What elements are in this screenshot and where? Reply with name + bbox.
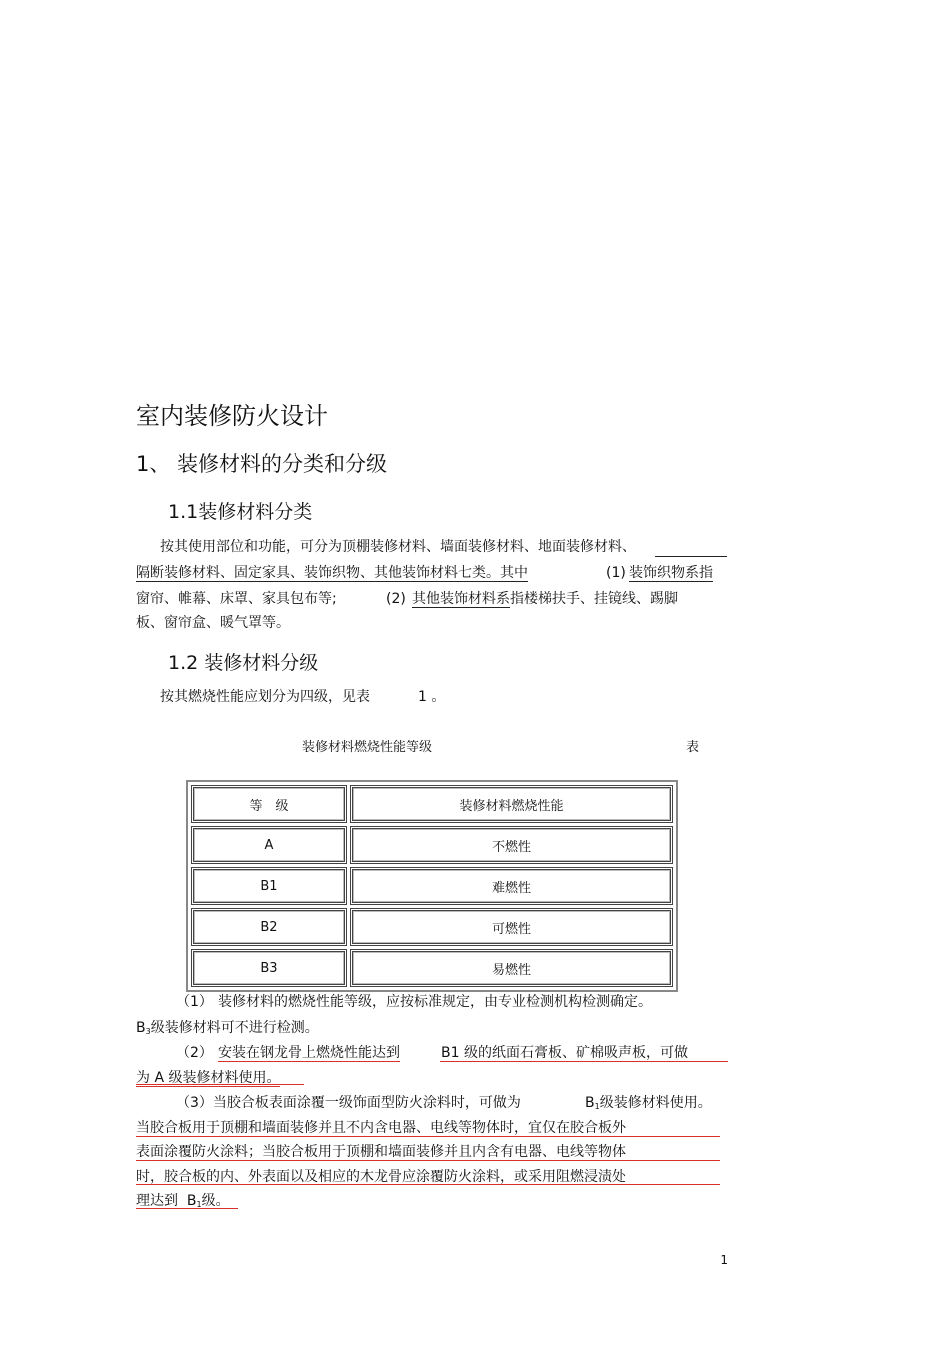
note2-line2-text: 为 A 级装修材料使用。 — [136, 1070, 281, 1086]
note1-grade-sub: 3 — [145, 1027, 151, 1036]
para1-line3-underlined: 其他装饰材料系 — [412, 591, 510, 607]
para1-line2-main: 隔断装修材料、固定家具、装饰织物、其他装饰材料七类。其中 — [136, 565, 528, 581]
note1-line2-rest: 级装修材料可不进行检测。 — [150, 1020, 319, 1036]
para1-underline-tail — [655, 556, 727, 557]
para1-line3-a: 窗帘、帷幕、床罩、家具包布等; — [136, 591, 337, 607]
note1-text: 装修材料的燃烧性能等级，应按标准规定，由专业检测机构检测确定。 — [218, 994, 652, 1010]
note2-text-b: B1 级的纸面石膏板、矿棉吸声板，可做 — [441, 1045, 688, 1061]
note3-line2-underline — [136, 1136, 720, 1137]
table-cell: B3 — [191, 949, 347, 987]
para1-line3-b — [412, 590, 678, 608]
note3-line5-grade: B — [186, 1193, 197, 1209]
note1-grade: B — [136, 1020, 146, 1036]
note2-underline — [440, 1061, 728, 1062]
para1-line3-num: (2) — [386, 591, 406, 607]
table-header-cell: 装修材料燃烧性能 — [350, 785, 673, 823]
note3-line3: 表面涂覆防火涂料；当胶合板用于顶棚和墙面装修并且内含有电器、电线等物体 — [136, 1144, 626, 1160]
section-heading-1-2: 1.2 装修材料分级 — [168, 652, 319, 674]
note3-line4-underline — [136, 1184, 720, 1185]
note2-text-a — [218, 1044, 400, 1062]
page-number: 1 — [720, 1253, 728, 1267]
note2-number: （2） — [176, 1045, 213, 1061]
table-cell: B2 — [191, 908, 347, 946]
table-row — [191, 949, 673, 987]
table-cell: 难燃性 — [350, 867, 673, 905]
para2-ref: 1 。 — [418, 689, 446, 705]
note1-line2 — [136, 1019, 319, 1041]
table-cell: 易燃性 — [350, 949, 673, 987]
note3-grade-sub: 1 — [594, 1102, 600, 1111]
table-cell: 可燃性 — [350, 908, 673, 946]
note3-line5 — [136, 1192, 230, 1214]
note3-line5-grade-sub: 1 — [196, 1200, 202, 1209]
note2-line2-underline — [136, 1084, 304, 1085]
section-heading-1-1: 1.1装修材料分类 — [168, 501, 313, 523]
fire-rating-table — [186, 780, 678, 992]
para1-line2-end-text: 装饰织物系指 — [629, 565, 713, 581]
note3-line2: 当胶合板用于顶棚和墙面装修并且不内含电器、电线等物体时，宜仅在胶合板外 — [136, 1120, 626, 1136]
para1-line4: 板、窗帘盒、暖气罩等。 — [136, 615, 290, 631]
table-cell: B1 — [191, 867, 347, 905]
note3-line1: （3）当胶合板表面涂覆一级饰面型防火涂料时，可做为 — [176, 1095, 521, 1111]
note3-line5-c: 级。 — [201, 1193, 230, 1209]
note3-line5-a: 理达到 — [136, 1193, 178, 1209]
para1-line2 — [136, 564, 528, 582]
note1-number: （1） — [176, 994, 213, 1010]
note3-line1-grade — [585, 1094, 712, 1116]
note3-grade: B — [585, 1095, 595, 1111]
table-header-row — [191, 785, 673, 823]
table-row — [191, 908, 673, 946]
note3-line3-underline — [136, 1160, 720, 1161]
note3-line4: 时，胶合板的内、外表面以及相应的木龙骨应涂覆防火涂料，或采用阻燃浸渍处 — [136, 1169, 626, 1185]
note3-line1-rest: 级装修材料使用。 — [599, 1095, 712, 1111]
para1-line3-rest: 指楼梯扶手、挂镜线、踢脚 — [510, 591, 678, 607]
table-cell: A — [191, 826, 347, 864]
table-cell: 不燃性 — [350, 826, 673, 864]
table-caption-label: 表 — [686, 740, 700, 755]
para1-line2-num: (1) — [606, 565, 626, 581]
section-heading-1: 1、 装修材料的分类和分级 — [136, 452, 388, 476]
para2-text: 按其燃烧性能应划分为四级，见表 — [160, 689, 370, 705]
table-row — [191, 867, 673, 905]
note2-text-a-underlined: 安装在钢龙骨上燃烧性能达到 — [218, 1045, 400, 1061]
note3-line5-underline — [136, 1208, 238, 1209]
table-header-cell: 等 级 — [191, 785, 347, 823]
table-caption: 装修材料燃烧性能等级 — [302, 740, 433, 755]
para1-line2-end — [629, 564, 713, 582]
para1-line1: 按其使用部位和功能，可分为顶棚装修材料、墙面装修材料、地面装修材料、 — [160, 539, 636, 555]
document-title: 室内装修防火设计 — [136, 402, 328, 430]
table-row — [191, 826, 673, 864]
